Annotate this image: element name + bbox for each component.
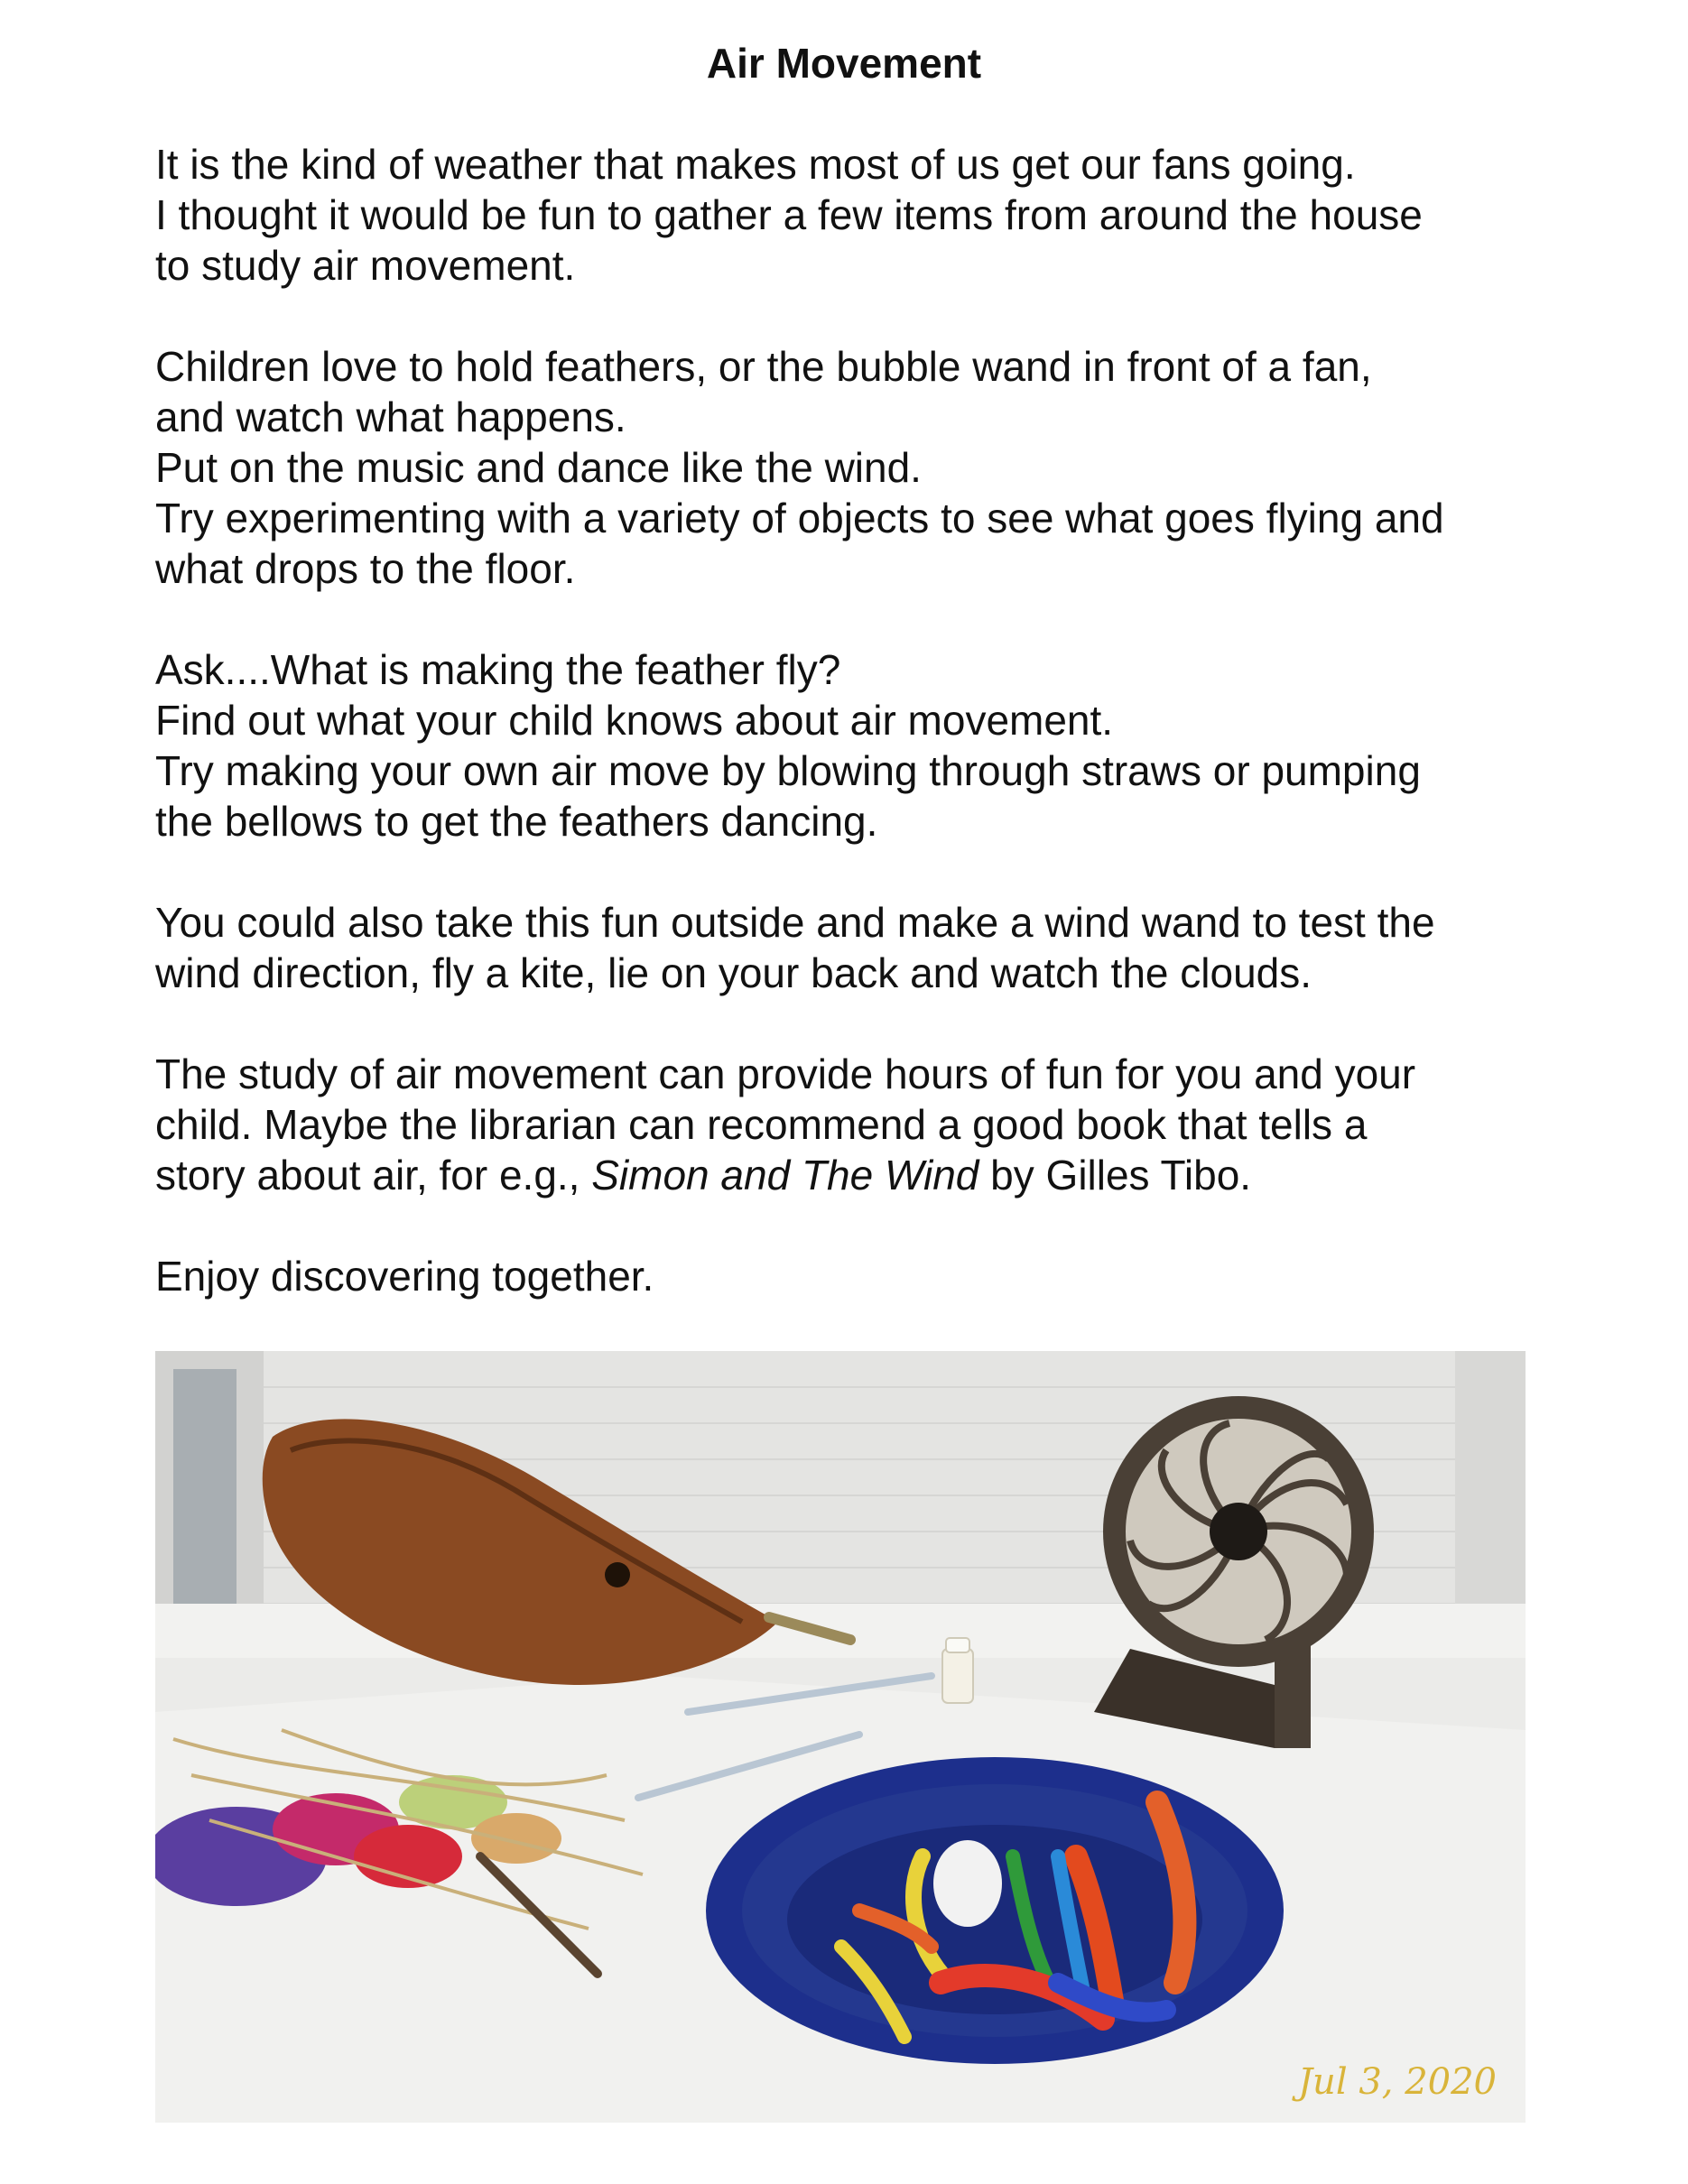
text-line: You could also take this fun outside and make a wind wand to test the [155, 899, 1435, 946]
photo-illustration [155, 1351, 1526, 2123]
text-line: and watch what happens. [155, 393, 626, 440]
text-line: Ask....What is making the feather fly? [155, 646, 841, 693]
text-line: child. Maybe the librarian can recommend a good book that tells a [155, 1101, 1368, 1148]
text-line: Try experimenting with a variety of objects to see what goes flying and [155, 495, 1444, 541]
window-frame-right [1455, 1351, 1526, 1640]
text-line: Put on the music and dance like the wind. [155, 444, 922, 491]
text-line: wind direction, fly a kite, lie on your back and watch the clouds. [155, 949, 1312, 996]
text-line: to study air movement. [155, 242, 576, 289]
text-line: Try making your own air move by blowing through straws or pumping [155, 747, 1421, 794]
paragraph-book [155, 1049, 1563, 1200]
article-body [155, 139, 1563, 1352]
text-line: The study of air movement can provide hours of fun for you and your [155, 1050, 1416, 1097]
text-line: It is the kind of weather that makes most of us get our fans going. [155, 141, 1356, 188]
plate-with-feathers [706, 1757, 1284, 2064]
text-line: Children love to hold feathers, or the bubble wand in front of a fan, [155, 343, 1372, 390]
page-title: Air Movement [706, 40, 982, 87]
text-line: I thought it would be fun to gather a few items from around the house [155, 191, 1423, 238]
bubble-bottle [942, 1649, 973, 1703]
paragraph-activities [155, 341, 1563, 594]
activity-photo [155, 1351, 1526, 2123]
photo-date-stamp: Jul 3, 2020 [1298, 2061, 1497, 2103]
text-line: Find out what your child knows about air movement. [155, 697, 1114, 744]
paragraph-questions [155, 644, 1563, 847]
text-line: Enjoy discovering together. [155, 1253, 654, 1300]
paragraph-closing [155, 1251, 1563, 1301]
paragraph-intro [155, 139, 1563, 291]
window-glass-left [173, 1369, 237, 1604]
text-line-book [155, 1150, 1563, 1200]
book-title: Simon and The Wind [591, 1152, 979, 1198]
text-line: what drops to the floor. [155, 545, 576, 592]
paragraph-outside [155, 897, 1563, 998]
book-line-after: by Gilles Tibo. [978, 1152, 1252, 1198]
text-line: the bellows to get the feathers dancing. [155, 798, 878, 845]
book-line-before: story about air, for e.g., [155, 1152, 592, 1198]
